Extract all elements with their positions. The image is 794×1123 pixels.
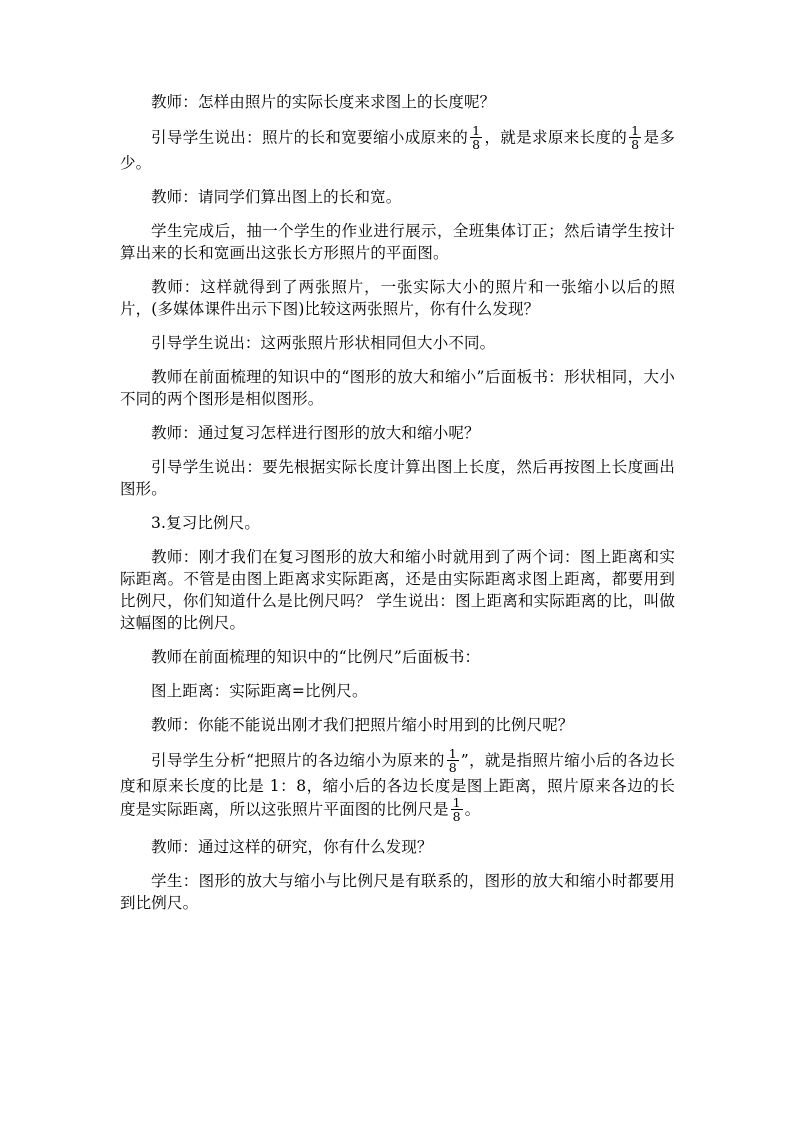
- paragraph-3: 教师：请同学们算出图上的长和宽。: [151, 188, 402, 206]
- paragraph-5: 教师：这样就得到了两张照片，一张实际大小的照片和一张缩小以后的照片，(多媒体课件出示下图)比较这两张照片，你有什么发现？: [120, 278, 675, 318]
- fraction-one-eighth: [447, 747, 459, 774]
- fraction-one-eighth: [629, 124, 641, 151]
- fraction-denominator: 8: [631, 137, 640, 152]
- paragraph-6: 引导学生说出：这两张照片形状相同但大小不同。: [151, 334, 496, 352]
- fraction-denominator: 8: [472, 137, 481, 152]
- fraction-numerator: 1: [448, 746, 457, 761]
- paragraph-15-part-3: 。: [464, 800, 481, 819]
- paragraph-7: 教师在前面梳理的知识中的“图形的放大和缩小”后面板书：形状相同，大小不同的两个图形是相似图形。: [120, 368, 675, 408]
- paragraph-9: 引导学生说出：要先根据实际长度计算出图上长度，然后再按图上长度画出图形。: [120, 458, 675, 498]
- paragraph-15: [120, 748, 675, 824]
- paragraph-11: 教师：刚才我们在复习图形的放大和缩小时就用到了两个词：图上距离和实际距离。不管是由图上距离求实际距离，还是由实际距离求图上距离，都要用到比例尺，你们知道什么是比例尺吗？ 学生说出：图上距离和实际距离的比，叫做这幅图的比例尺。: [120, 548, 675, 632]
- paragraph-2-part-2: ，就是求原来长度的: [484, 128, 628, 147]
- paragraph-1: 教师：怎样由照片的实际长度来求图上的长度呢？: [151, 93, 496, 111]
- fraction-numerator: 1: [631, 123, 640, 138]
- section-heading-3: 3.复习比例尺。: [151, 514, 260, 532]
- paragraph-2-part-3: 是多少。: [120, 128, 675, 172]
- paragraph-4: 学生完成后，抽一个学生的作业进行展示，全班集体订正；然后请学生按计算出来的长和宽画出这张长方形照片的平面图。: [120, 222, 675, 262]
- fraction-denominator: 8: [448, 760, 457, 775]
- fraction-denominator: 8: [452, 809, 461, 824]
- paragraph-15-part-2: ”，就是指照片缩小后的各边长度和原来长度的比是 1：8，缩小后的各边长度是图上距离，照片原来各边的长度是实际距离，所以这张照片平面图的比例尺是: [120, 751, 675, 819]
- paragraph-15-part-1: 引导学生分析“把照片的各边缩小为原来的: [151, 751, 445, 770]
- lesson-text-body: [120, 91, 675, 926]
- paragraph-8: 教师：通过复习怎样进行图形的放大和缩小呢？: [151, 424, 480, 442]
- fraction-one-eighth: [470, 124, 482, 151]
- paragraph-14: 教师：你能不能说出刚才我们把照片缩小时用到的比例尺呢？: [151, 716, 574, 734]
- paragraph-2-part-1: 引导学生说出：照片的长和宽要缩小成原来的: [151, 128, 469, 147]
- fraction-one-eighth: [451, 796, 463, 823]
- paragraph-13: 图上距离：实际距离=比例尺。: [151, 682, 368, 700]
- fraction-numerator: 1: [452, 795, 461, 810]
- paragraph-12: 教师在前面梳理的知识中的“比例尺”后面板书：: [151, 648, 481, 666]
- fraction-numerator: 1: [472, 123, 481, 138]
- paragraph-17: 学生：图形的放大与缩小与比例尺是有联系的，图形的放大和缩小时都要用到比例尺。: [120, 872, 675, 912]
- paragraph-16: 教师：通过这样的研究，你有什么发现？: [151, 838, 433, 856]
- paragraph-2: [120, 125, 675, 174]
